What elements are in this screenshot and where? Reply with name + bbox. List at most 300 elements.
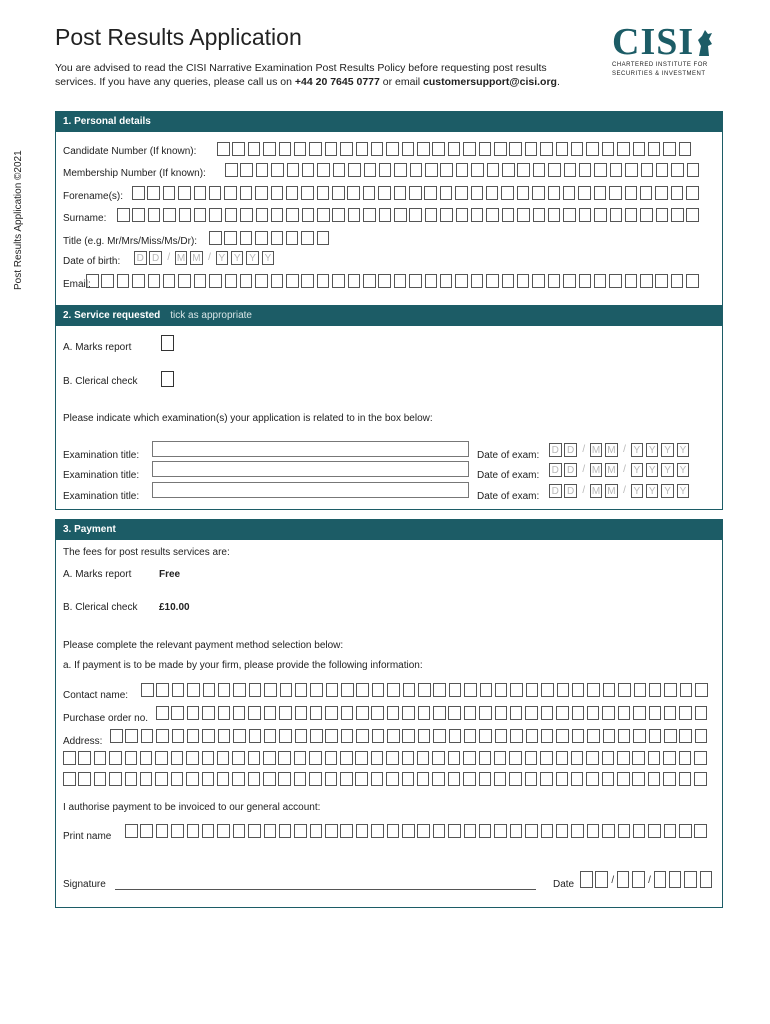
date-box[interactable]: Y [646,443,659,457]
char-box[interactable] [302,208,315,222]
char-box[interactable] [387,683,400,697]
char-box[interactable] [163,186,176,200]
char-box[interactable] [464,683,477,697]
char-box[interactable] [187,729,200,743]
exam-title-field-1[interactable] [152,441,469,457]
char-box[interactable] [187,683,200,697]
char-box[interactable] [125,772,138,786]
date-box[interactable]: M [590,484,603,498]
char-box[interactable] [433,706,446,720]
char-box[interactable] [455,186,468,200]
char-box[interactable] [248,751,261,765]
char-box[interactable] [178,274,191,288]
char-box[interactable] [586,751,599,765]
char-box[interactable] [356,729,369,743]
char-box[interactable] [417,142,430,156]
char-box[interactable] [571,751,584,765]
char-box[interactable] [332,208,345,222]
char-box[interactable] [279,706,292,720]
char-box[interactable] [117,208,130,222]
char-box[interactable] [617,142,630,156]
char-box[interactable] [556,729,569,743]
char-box[interactable] [340,772,353,786]
char-box[interactable] [132,274,145,288]
char-box[interactable] [225,163,238,177]
char-box[interactable] [240,163,253,177]
char-box[interactable] [548,208,561,222]
char-box[interactable] [248,824,261,838]
date-box[interactable] [654,871,667,888]
char-box[interactable] [517,186,530,200]
char-box[interactable] [495,729,508,743]
char-box[interactable] [155,751,168,765]
char-box[interactable] [256,163,269,177]
char-box[interactable] [232,142,245,156]
char-box[interactable] [695,706,708,720]
char-box[interactable] [594,274,607,288]
char-box[interactable] [410,163,423,177]
char-box[interactable] [572,706,585,720]
date-box[interactable]: D [564,463,577,477]
date-box[interactable]: D [549,463,562,477]
char-box[interactable] [471,186,484,200]
char-box[interactable] [602,772,615,786]
char-box[interactable] [271,186,284,200]
char-box[interactable] [224,231,237,245]
char-box[interactable] [271,231,284,245]
char-box[interactable] [325,772,338,786]
char-box[interactable] [363,208,376,222]
char-box[interactable] [671,208,684,222]
char-box[interactable] [232,751,245,765]
char-box[interactable] [340,824,353,838]
char-box[interactable] [417,772,430,786]
forename-field[interactable] [132,186,701,200]
char-box[interactable] [409,186,422,200]
char-box[interactable] [663,142,676,156]
char-box[interactable] [533,163,546,177]
char-box[interactable] [456,163,469,177]
contact-name-field[interactable] [141,683,710,697]
exam-date-field-1[interactable] [549,443,692,457]
char-box[interactable] [279,824,292,838]
char-box[interactable] [371,824,384,838]
char-box[interactable] [464,729,477,743]
char-box[interactable] [594,208,607,222]
char-box[interactable] [263,772,276,786]
char-box[interactable] [232,772,245,786]
char-box[interactable] [202,772,215,786]
char-box[interactable] [156,706,169,720]
title-field[interactable] [209,231,332,245]
char-box[interactable] [633,142,646,156]
char-box[interactable] [402,729,415,743]
date-box[interactable] [617,871,630,888]
char-box[interactable] [618,824,631,838]
char-box[interactable] [617,751,630,765]
char-box[interactable] [579,208,592,222]
char-box[interactable] [494,824,507,838]
date-box[interactable]: D [564,484,577,498]
char-box[interactable] [171,751,184,765]
char-box[interactable] [402,142,415,156]
char-box[interactable] [372,683,385,697]
date-box[interactable]: M [590,463,603,477]
char-box[interactable] [156,683,169,697]
char-box[interactable] [625,274,638,288]
char-box[interactable] [449,683,462,697]
char-box[interactable] [310,706,323,720]
char-box[interactable] [402,751,415,765]
date-box[interactable]: D [564,443,577,457]
char-box[interactable] [548,186,561,200]
char-box[interactable] [333,163,346,177]
char-box[interactable] [649,706,662,720]
date-box[interactable]: M [605,443,618,457]
char-box[interactable] [156,729,169,743]
char-box[interactable] [301,274,314,288]
char-box[interactable] [433,824,446,838]
date-box[interactable]: Y [262,251,275,265]
signature-line[interactable] [115,889,536,890]
char-box[interactable] [325,751,338,765]
char-box[interactable] [387,706,400,720]
clerical-check-checkbox[interactable] [161,371,174,387]
char-box[interactable] [656,163,669,177]
char-box[interactable] [655,186,668,200]
char-box[interactable] [379,163,392,177]
char-box[interactable] [563,208,576,222]
char-box[interactable] [171,824,184,838]
char-box[interactable] [510,729,523,743]
char-box[interactable] [309,772,322,786]
char-box[interactable] [141,683,154,697]
char-box[interactable] [510,683,523,697]
date-box[interactable]: Y [216,251,229,265]
char-box[interactable] [448,706,461,720]
char-box[interactable] [295,706,308,720]
char-box[interactable] [402,706,415,720]
char-box[interactable] [341,729,354,743]
char-box[interactable] [625,186,638,200]
char-box[interactable] [202,751,215,765]
char-box[interactable] [209,208,222,222]
char-box[interactable] [440,186,453,200]
char-box[interactable] [649,729,662,743]
email-field[interactable] [86,274,702,288]
char-box[interactable] [417,824,430,838]
char-box[interactable] [664,683,677,697]
char-box[interactable] [294,824,307,838]
char-box[interactable] [125,751,138,765]
char-box[interactable] [479,772,492,786]
char-box[interactable] [202,824,215,838]
char-box[interactable] [209,274,222,288]
char-box[interactable] [455,274,468,288]
char-box[interactable] [109,751,122,765]
date-box[interactable]: Y [661,484,674,498]
char-box[interactable] [418,683,431,697]
char-box[interactable] [609,186,622,200]
date-box[interactable]: Y [677,484,690,498]
char-box[interactable] [525,142,538,156]
char-box[interactable] [355,772,368,786]
char-box[interactable] [233,683,246,697]
char-box[interactable] [317,208,330,222]
char-box[interactable] [418,729,431,743]
purchase-order-field[interactable] [156,706,710,720]
char-box[interactable] [148,208,161,222]
char-box[interactable] [664,706,677,720]
char-box[interactable] [233,729,246,743]
char-box[interactable] [263,142,276,156]
char-box[interactable] [147,186,160,200]
char-box[interactable] [325,729,338,743]
char-box[interactable] [348,208,361,222]
char-box[interactable] [448,824,461,838]
char-box[interactable] [687,163,700,177]
char-box[interactable] [479,824,492,838]
char-box[interactable] [240,231,253,245]
char-box[interactable] [540,751,553,765]
char-box[interactable] [278,772,291,786]
char-box[interactable] [326,683,339,697]
char-box[interactable] [394,208,407,222]
date-box[interactable]: M [175,251,188,265]
char-box[interactable] [587,683,600,697]
char-box[interactable] [125,824,138,838]
char-box[interactable] [355,751,368,765]
char-box[interactable] [279,729,292,743]
exam-title-field-3[interactable] [152,482,469,498]
char-box[interactable] [317,231,330,245]
char-box[interactable] [217,142,230,156]
char-box[interactable] [209,231,222,245]
char-box[interactable] [440,208,453,222]
char-box[interactable] [456,208,469,222]
char-box[interactable] [495,683,508,697]
char-box[interactable] [648,824,661,838]
char-box[interactable] [271,208,284,222]
exam-title-field-2[interactable] [152,461,469,477]
char-box[interactable] [309,751,322,765]
char-box[interactable] [479,729,492,743]
char-box[interactable] [225,208,238,222]
char-box[interactable] [209,186,222,200]
char-box[interactable] [541,729,554,743]
char-box[interactable] [186,751,199,765]
char-box[interactable] [317,274,330,288]
char-box[interactable] [125,729,138,743]
char-box[interactable] [495,706,508,720]
char-box[interactable] [325,142,338,156]
char-box[interactable] [609,274,622,288]
char-box[interactable] [425,163,438,177]
char-box[interactable] [525,751,538,765]
char-box[interactable] [356,683,369,697]
char-box[interactable] [378,186,391,200]
char-box[interactable] [517,163,530,177]
char-box[interactable] [286,186,299,200]
date-box[interactable]: Y [631,443,644,457]
char-box[interactable] [556,772,569,786]
date-box[interactable] [669,871,682,888]
char-box[interactable] [509,772,522,786]
char-box[interactable] [586,772,599,786]
char-box[interactable] [432,751,445,765]
char-box[interactable] [156,824,169,838]
char-box[interactable] [471,208,484,222]
char-box[interactable] [409,274,422,288]
char-box[interactable] [602,142,615,156]
char-box[interactable] [317,163,330,177]
char-box[interactable] [648,751,661,765]
char-box[interactable] [448,772,461,786]
date-box[interactable] [595,871,608,888]
char-box[interactable] [141,729,154,743]
char-box[interactable] [101,274,114,288]
char-box[interactable] [217,751,230,765]
char-box[interactable] [502,163,515,177]
char-box[interactable] [371,706,384,720]
char-box[interactable] [132,208,145,222]
char-box[interactable] [163,274,176,288]
char-box[interactable] [517,208,530,222]
char-box[interactable] [587,706,600,720]
char-box[interactable] [187,706,200,720]
char-box[interactable] [463,142,476,156]
char-box[interactable] [309,142,322,156]
date-box[interactable]: Y [631,484,644,498]
char-box[interactable] [425,208,438,222]
char-box[interactable] [402,824,415,838]
char-box[interactable] [471,274,484,288]
char-box[interactable] [379,208,392,222]
char-box[interactable] [540,772,553,786]
char-box[interactable] [286,208,299,222]
char-box[interactable] [494,142,507,156]
char-box[interactable] [572,729,585,743]
candidate-number-field[interactable] [217,142,694,156]
char-box[interactable] [541,706,554,720]
char-box[interactable] [686,186,699,200]
char-box[interactable] [603,683,616,697]
char-box[interactable] [494,751,507,765]
date-box[interactable]: Y [677,463,690,477]
date-box[interactable] [632,871,645,888]
date-box[interactable]: M [190,251,203,265]
char-box[interactable] [363,274,376,288]
date-box[interactable]: M [590,443,603,457]
char-box[interactable] [640,274,653,288]
char-box[interactable] [310,729,323,743]
char-box[interactable] [486,186,499,200]
char-box[interactable] [194,208,207,222]
char-box[interactable] [509,751,522,765]
char-box[interactable] [433,683,446,697]
char-box[interactable] [517,274,530,288]
char-box[interactable] [594,163,607,177]
char-box[interactable] [679,824,692,838]
char-box[interactable] [510,824,523,838]
char-box[interactable] [610,208,623,222]
char-box[interactable] [494,772,507,786]
char-box[interactable] [556,142,569,156]
char-box[interactable] [248,772,261,786]
char-box[interactable] [640,186,653,200]
char-box[interactable] [671,163,684,177]
char-box[interactable] [294,772,307,786]
char-box[interactable] [310,824,323,838]
char-box[interactable] [424,186,437,200]
char-box[interactable] [680,683,693,697]
char-box[interactable] [440,163,453,177]
char-box[interactable] [480,683,493,697]
char-box[interactable] [479,706,492,720]
char-box[interactable] [348,274,361,288]
char-box[interactable] [634,683,647,697]
char-box[interactable] [155,772,168,786]
date-box[interactable]: D [149,251,162,265]
date-box[interactable]: Y [646,484,659,498]
char-box[interactable] [694,751,707,765]
char-box[interactable] [671,274,684,288]
char-box[interactable] [679,772,692,786]
char-box[interactable] [263,751,276,765]
date-box[interactable] [700,871,713,888]
char-box[interactable] [140,824,153,838]
char-box[interactable] [387,824,400,838]
char-box[interactable] [332,186,345,200]
char-box[interactable] [163,208,176,222]
char-box[interactable] [548,163,561,177]
char-box[interactable] [557,683,570,697]
address-field-1[interactable] [110,729,710,743]
char-box[interactable] [655,274,668,288]
char-box[interactable] [387,729,400,743]
char-box[interactable] [618,683,631,697]
char-box[interactable] [78,751,91,765]
char-box[interactable] [586,142,599,156]
char-box[interactable] [340,751,353,765]
char-box[interactable] [171,706,184,720]
char-box[interactable] [679,706,692,720]
char-box[interactable] [217,772,230,786]
char-box[interactable] [578,186,591,200]
char-box[interactable] [240,186,253,200]
char-box[interactable] [249,729,262,743]
char-box[interactable] [286,231,299,245]
char-box[interactable] [502,208,515,222]
char-box[interactable] [310,683,323,697]
char-box[interactable] [217,824,230,838]
char-box[interactable] [202,706,215,720]
char-box[interactable] [663,772,676,786]
char-box[interactable] [671,186,684,200]
membership-number-field[interactable] [225,163,702,177]
char-box[interactable] [332,274,345,288]
char-box[interactable] [686,208,699,222]
char-box[interactable] [509,142,522,156]
char-box[interactable] [302,163,315,177]
char-box[interactable] [617,772,630,786]
char-box[interactable] [171,772,184,786]
char-box[interactable] [479,751,492,765]
date-box[interactable]: M [605,463,618,477]
char-box[interactable] [378,274,391,288]
char-box[interactable] [603,729,616,743]
char-box[interactable] [347,186,360,200]
